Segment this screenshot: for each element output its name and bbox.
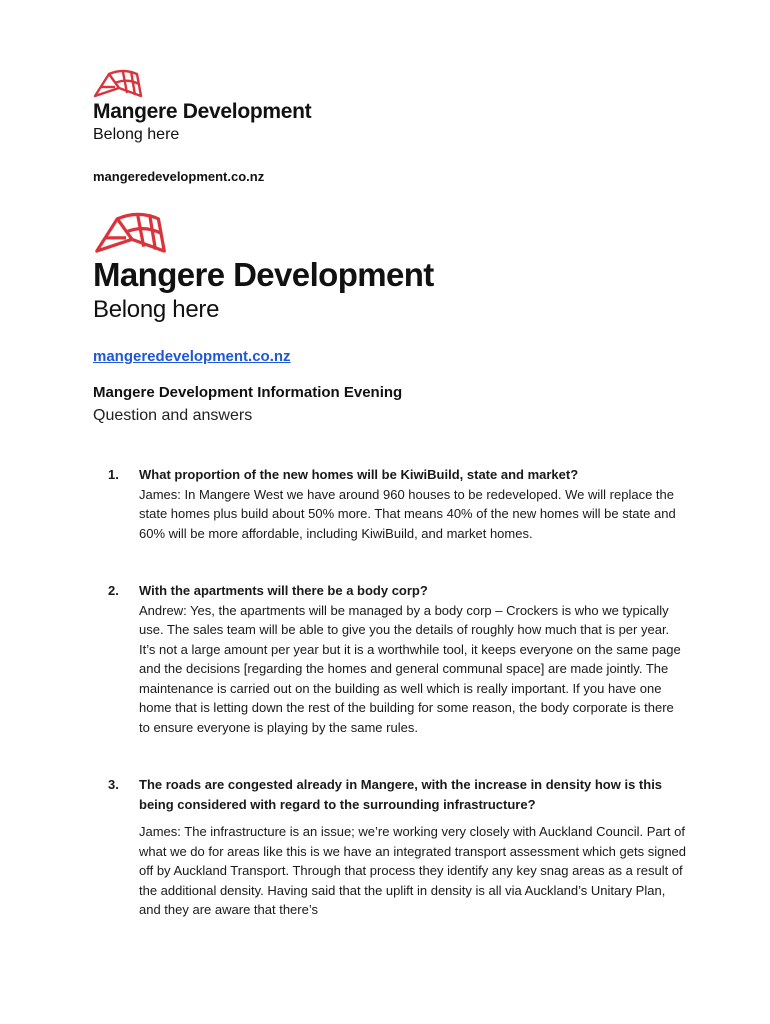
qa-answer: James: The infrastructure is an issue; we’re working very closely with Auckland Council. Part of what we do for areas like this is we have an integrated transport assessment which gets signed off by Auckland Transport. Through that process they identify any key snag areas as a result of the additional density. Having said that the uplift in density is all via Auckland’s Unitary Plan, and they are aware that there’s [139,824,687,917]
document-subtitle: Question and answers [93,407,253,424]
qa-number: 1. [108,467,119,482]
qa-question: With the apartments will there be a body corp? [139,583,428,598]
qa-answer: Andrew: Yes, the apartments will be managed by a body corp – Crockers is who we typically use. The sales team will be able to give you the details of roughly how much that is per year. It’s not a large amount per year but it is a worthwhile tool, it keeps everyone on the same page and the decisions [regarding the homes and general communal space] are made jointly. The maintenance is carried out on the building as well which is really important. If you have one home that is letting down the rest of the building for some reason, the body corporate is there to ensure everyone is playing by the same rules. [139,602,681,735]
qa-answer: James: In Mangere West we have around 960 houses to be redeveloped. We will replace the state homes plus build about 50% more. That means 40% of the new homes will be state and 60% will be more affordable, including KiwiBuild, and market homes. [139,486,676,541]
tagline-large: Belong here [93,296,220,323]
qa-item [108,581,688,737]
mangere-logo-icon [93,68,145,98]
qa-question: What proportion of the new homes will be KiwiBuild, state and market? [139,467,579,482]
brand-name-small: Mangere Development [93,100,312,123]
qa-number: 2. [108,583,119,598]
mangere-logo-large-icon [93,210,171,254]
qa-item [108,465,688,543]
website-text: mangeredevelopment.co.nz [93,169,265,184]
qa-question: The roads are congested already in Mangere, with the increase in density how is this being considered with regard to the surrounding infrastructure? [139,777,663,812]
qa-item [108,775,688,920]
tagline-small: Belong here [93,126,180,143]
website-link[interactable]: mangeredevelopment.co.nz [93,348,291,365]
brand-name-large: Mangere Development [93,256,434,293]
qa-number: 3. [108,777,119,792]
document-title: Mangere Development Information Evening [93,384,403,401]
